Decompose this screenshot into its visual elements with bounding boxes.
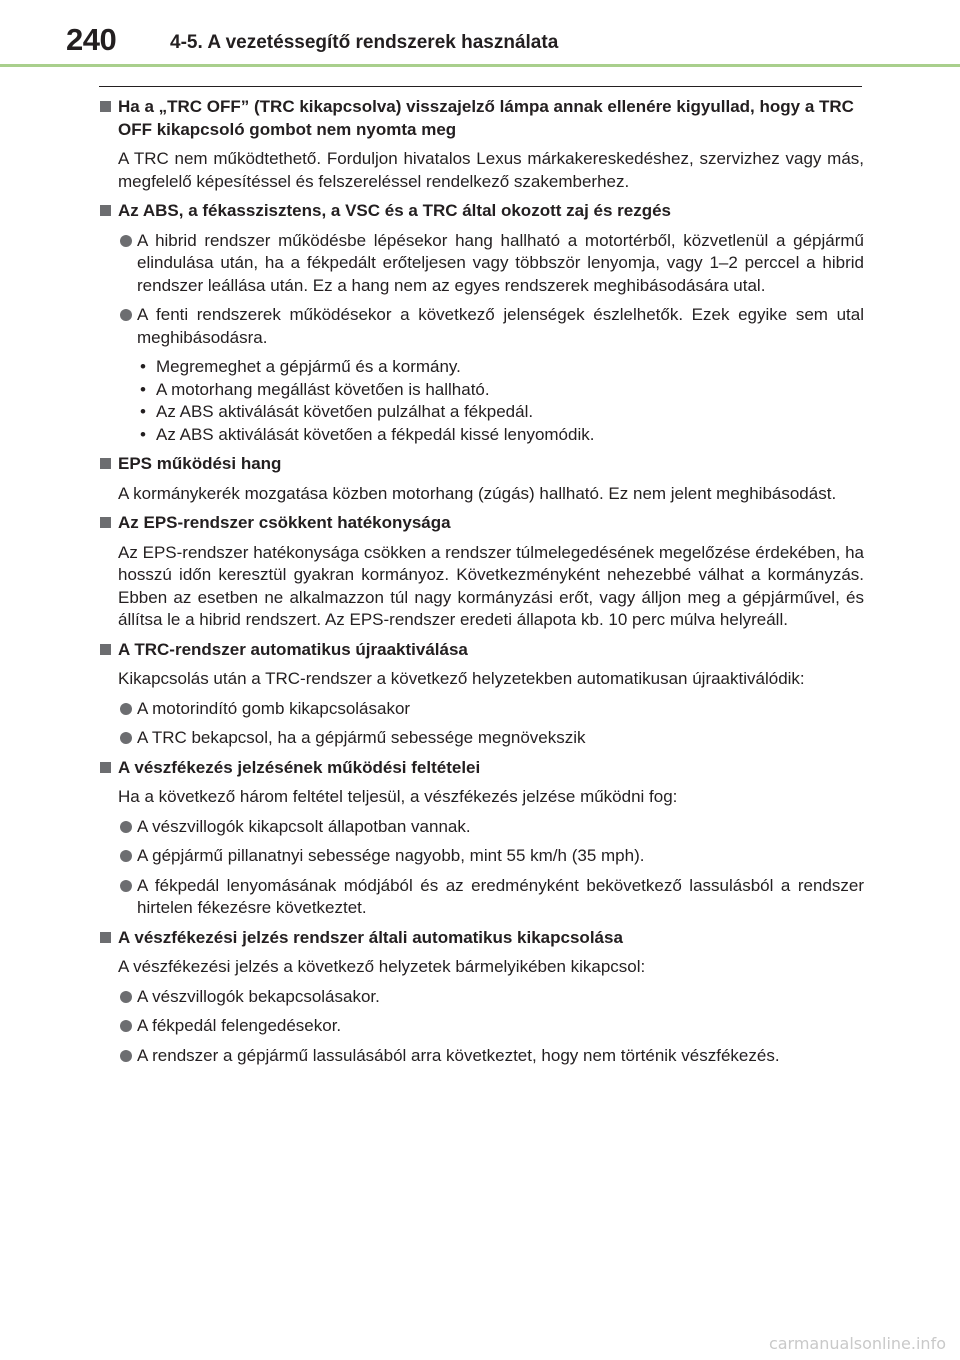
bullet-text: A fékpedál lenyomásának módjából és az eredményként bekövetkező lassulásból a rendszer hirtelen fékezésre következtet. (137, 875, 864, 917)
section-title (99, 639, 864, 662)
sub-list-text: Az ABS aktiválását követően pulzálhat a fékpedál. (156, 402, 534, 421)
bullet-text: A hibrid rendszer működésbe lépésekor hang hallható a motortérből, közvetlenül a gépjármű elindulása után, ha a fékpedált erőteljesen vagy többször lenyomja, vagy 1–2 perccel a hibrid rendszer leállása után. Ez a hang nem az egyes rendszerek meghibásodására utal. (137, 230, 864, 295)
sub-list-text: A motorhang megállást követően is hallható. (156, 379, 490, 399)
bullet-text: A motorindító gomb kikapcsolásakor (137, 698, 411, 718)
bullet-item (99, 816, 864, 839)
bullet-item (99, 845, 864, 868)
sub-list-item (137, 424, 864, 447)
section-title-text: A vészfékezés jelzésének működési feltételei (118, 757, 481, 777)
section (99, 200, 864, 446)
square-bullet-icon (100, 932, 111, 943)
sub-list-text: Megremeghet a gépjármű és a kormány. (156, 357, 461, 376)
section (99, 757, 864, 920)
sub-bullet-marker: • (140, 357, 146, 376)
round-bullet-icon (120, 850, 132, 862)
bullet-text: A vészvillogók bekapcsolásakor. (137, 986, 380, 1006)
bullet-text: A fenti rendszerek működésekor a következő jelenségek észlelhetők. Ezek egyike sem utal meghibásodásra. (137, 305, 864, 347)
section (99, 453, 864, 505)
bullet-item (99, 1045, 864, 1068)
bullet-item (99, 304, 864, 349)
sub-list (99, 356, 864, 446)
page-content (99, 96, 864, 1074)
bullet-item (99, 698, 864, 721)
round-bullet-icon (120, 703, 132, 715)
round-bullet-icon (120, 821, 132, 833)
sub-list-item (137, 379, 864, 402)
section-title (99, 927, 864, 950)
square-bullet-icon (100, 101, 111, 112)
bullet-text: A TRC bekapcsol, ha a gépjármű sebessége megnövekszik (137, 728, 586, 747)
round-bullet-icon (120, 991, 132, 1003)
section (99, 639, 864, 750)
square-bullet-icon (100, 517, 111, 528)
sub-bullet-marker: • (140, 379, 146, 399)
round-bullet-icon (120, 1020, 132, 1032)
body-paragraph: Kikapcsolás után a TRC-rendszer a következő helyzetekben automatikusan újraaktiválódik: (118, 669, 805, 688)
sub-list-text: Az ABS aktiválását követően a fékpedál kissé lenyomódik. (156, 424, 595, 444)
section-title (99, 200, 864, 223)
sub-bullet-marker: • (140, 402, 146, 421)
round-bullet-icon (120, 880, 132, 892)
bullet-item (99, 1015, 864, 1038)
sub-list-item (137, 401, 864, 424)
section (99, 96, 864, 193)
bullet-text: A rendszer a gépjármű lassulásából arra következtet, hogy nem történik vészfékezés. (137, 1045, 780, 1065)
body-paragraph: Az EPS-rendszer hatékonysága csökken a rendszer túlmelegedésének megelőzése érdekében, ha hosszú időn keresztül gyakran kormányoz. Következményként nehezebbé válhat a kormányzás. Ebben az esetben ne alkalmazzon túl nagy kormányzási erőt, vagy álljon meg a gépjárművel, és állítsa le a hibrid rendszert. Az EPS-rendszer eredeti állapota kb. 10 perc múlva helyreáll. (118, 542, 864, 629)
square-bullet-icon (100, 205, 111, 216)
sub-bullet-marker: • (140, 424, 146, 444)
square-bullet-icon (100, 762, 111, 773)
section-title (99, 757, 864, 780)
square-bullet-icon (100, 644, 111, 655)
section-title-text: Az EPS-rendszer csökkent hatékonysága (118, 513, 451, 532)
section-title-text: EPS működési hang (118, 454, 282, 473)
bullet-item (99, 986, 864, 1009)
header-divider (0, 64, 960, 67)
square-bullet-icon (100, 458, 111, 469)
section (99, 512, 864, 632)
sub-list-item (137, 356, 864, 379)
bullet-item (99, 727, 864, 750)
body-paragraph: A vészfékezési jelzés a következő helyzetek bármelyikében kikapcsol: (118, 957, 646, 976)
round-bullet-icon (120, 732, 132, 744)
section-title-text: Ha a „TRC OFF” (TRC kikapcsolva) visszajelző lámpa annak ellenére kigyullad, hogy a TRC OFF kikapcsoló gombot nem nyomta meg (118, 97, 854, 139)
section-title-text: A TRC-rendszer automatikus újraaktiválása (118, 639, 468, 659)
bullet-text: A gépjármű pillanatnyi sebessége nagyobb, mint 55 km/h (35 mph). (137, 846, 645, 865)
page-header (0, 0, 960, 68)
section-title (99, 96, 864, 141)
round-bullet-icon (120, 309, 132, 321)
page-number: 240 (66, 22, 117, 57)
section-title-text: Az ABS, a fékasszisztens, a VSC és a TRC által okozott zaj és rezgés (118, 201, 672, 220)
section (99, 927, 864, 1068)
bullet-text: A vészvillogók kikapcsolt állapotban vannak. (137, 816, 471, 836)
bullet-item (99, 230, 864, 298)
section-title (99, 453, 864, 476)
content-top-rule (99, 86, 862, 87)
body-paragraph: A kormánykerék mozgatása közben motorhang (zúgás) hallható. Ez nem jelent meghibásodást. (118, 483, 837, 503)
body-paragraph: Ha a következő három feltétel teljesül, a vészfékezés jelzése működni fog: (118, 787, 678, 806)
bullet-item (99, 875, 864, 920)
round-bullet-icon (120, 235, 132, 247)
section-title-text: A vészfékezési jelzés rendszer általi automatikus kikapcsolása (118, 927, 623, 947)
round-bullet-icon (120, 1050, 132, 1062)
section-title (99, 512, 864, 535)
watermark: carmanualsonline.info (768, 1334, 946, 1353)
body-paragraph: A TRC nem működtethető. Forduljon hivatalos Lexus márkakereskedéshez, szervizhez vagy más, megfelelő képesítéssel és felszereléssel rendelkező szakemberhez. (118, 149, 864, 191)
bullet-text: A fékpedál felengedésekor. (137, 1016, 342, 1035)
chapter-title: 4-5. A vezetéssegítő rendszerek használata (170, 32, 559, 53)
